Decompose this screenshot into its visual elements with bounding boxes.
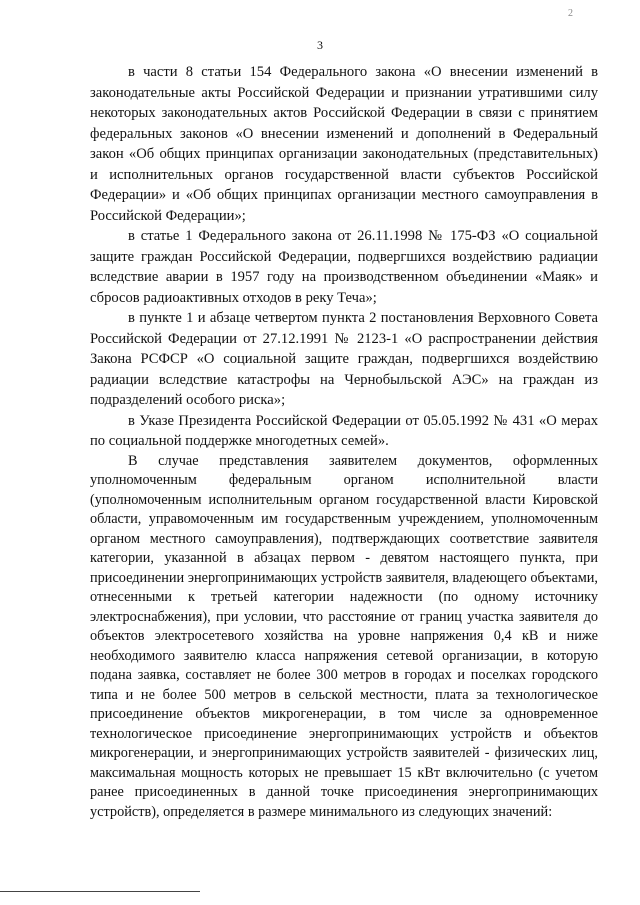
corner-mark: 2	[568, 8, 573, 19]
bottom-rule	[0, 891, 200, 892]
page-number: 3	[317, 38, 323, 52]
paragraph-presidential-decree: в Указе Президента Российской Федерации от 05.05.1992 № 431 «О мерах по социальной поддержке многодетных семей».	[90, 412, 598, 449]
paragraph-mayak-law: в статье 1 Федерального закона от 26.11.1998 № 175-ФЗ «О социальной защите граждан Российской Федерации, подвергшихся воздействию радиации вследствие аварии в 1957 году на производственном объединении «Маяк» и сбросов радиоактивных отходов в реку Теча»;	[90, 228, 598, 306]
paragraph-part-8-article-154: в части 8 статьи 154 Федерального закона «О внесении изменений в законодательные акты Российской Федерации и признании утратившими силу некоторых законодательных актов Российской Федерации в связи с принятием федеральных законов «О внесении изменений и дополнений в Федеральный закон «Об общих принципах организации законодательных (представительных) и исполнительных органов государственной власти субъектов Российской Федерации» и «Об общих принципах организации местного самоуправления в Российской Федерации»;	[90, 64, 598, 224]
paragraph-supreme-council-resolution: в пункте 1 и абзаце четвертом пункта 2 постановления Верховного Совета Российской Федерации от 27.12.1991 № 2123-1 «О распространении действия Закона РСФСР «О социальной защите граждан, подвергшихся воздействию радиации вследствие катастрофы на Чернобыльской АЭС» на граждан из подразделений особого риска»;	[90, 310, 598, 408]
paragraph-applicant-conditions: В случае представления заявителем документов, оформленных уполномоченным федеральным органом исполнительной власти (уполномоченным исполнительным органом государственной власти Кировской области, управомоченным им государственным учреждением, уполномоченным органом местного самоуправления), подтверждающих соответствие заявителя категории, указанной в абзацах первом - девятом настоящего пункта, при присоединении энергопринимающих устройств заявителя, владеющего объектами, отнесенными к третьей категории надежности (по одному источнику электроснабжения), при условии, что расстояние от границ участка заявителя до объектов электросетевого хозяйства на уровне напряжения 0,4 кВ и ниже необходимого заявителю класса напряжения сетевой организации, в которую подана заявка, составляет не более 300 метров в городах и поселках городского типа и не более 500 метров в сельской местности, плата за технологическое присоединение объектов микрогенерации, в том числе за одновременное технологическое присоединение энергопринимающих устройств и объектов микрогенерации, и энергопринимающих устройств заявителей - физических лиц, максимальная мощность которых не превышает 15 кВт включительно (с учетом ранее присоединенных в данной точке присоединения энергопринимающих устройств), определяется в размере минимального из следующих значений:	[90, 452, 598, 820]
document-body	[90, 62, 598, 822]
